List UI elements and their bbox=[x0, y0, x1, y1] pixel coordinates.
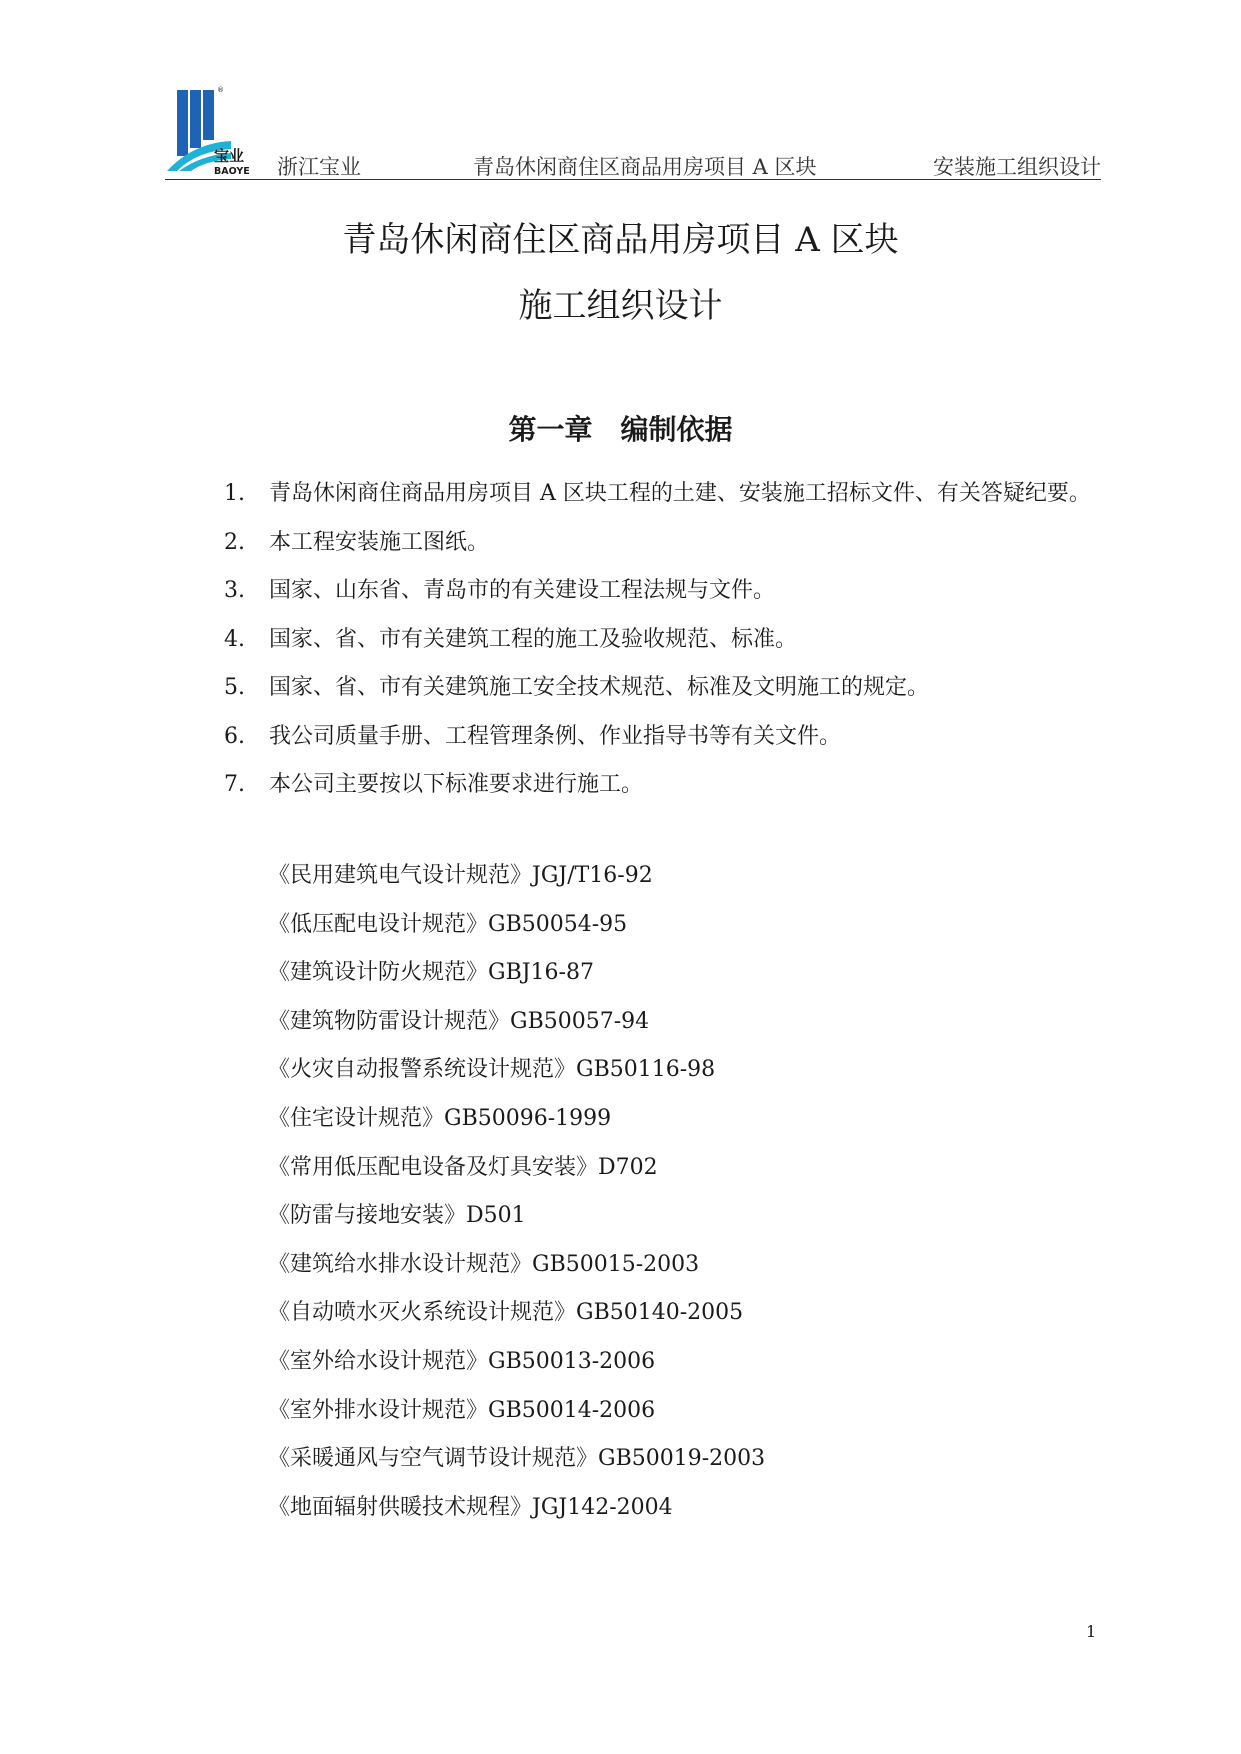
standard-item: 《民用建筑电气设计规范》JGJ/T16-92 bbox=[268, 863, 653, 888]
item-number: 4. bbox=[224, 626, 245, 652]
standard-item: 《地面辐射供暖技术规程》JGJ142-2004 bbox=[268, 1494, 673, 1520]
item-number: 3. bbox=[224, 578, 245, 603]
item-text: 本公司主要按以下标准要求进行施工。 bbox=[269, 772, 644, 797]
basis-list bbox=[224, 470, 1104, 810]
page-header bbox=[165, 85, 1101, 181]
baoye-logo bbox=[165, 85, 265, 176]
item-number: 1. bbox=[224, 481, 245, 506]
item-text: 国家、省、市有关建筑工程的施工及验收规范、标准。 bbox=[269, 626, 798, 652]
document-title-line2: 施工组织设计 bbox=[518, 286, 723, 326]
logo-text-en: BAOYE bbox=[214, 166, 250, 176]
list-item bbox=[224, 470, 1104, 519]
standard-item: 《住宅设计规范》GB50096-1999 bbox=[268, 1105, 612, 1131]
standard-item: 《常用低压配电设备及灯具安装》D702 bbox=[268, 1154, 658, 1180]
standard-item: 《防雷与接地安装》D501 bbox=[268, 1203, 526, 1229]
list-item bbox=[224, 713, 1104, 762]
item-number: 2. bbox=[224, 529, 245, 555]
standard-item: 《室外排水设计规范》GB50014-2006 bbox=[268, 1397, 656, 1423]
list-item bbox=[224, 567, 1104, 616]
standard-item: 《室外给水设计规范》GB50013-2006 bbox=[268, 1348, 656, 1374]
header-company: 浙江宝业 bbox=[277, 155, 361, 179]
item-number: 7. bbox=[224, 772, 245, 797]
list-item bbox=[224, 519, 1104, 568]
standard-item: 《建筑物防雷设计规范》GB50057-94 bbox=[268, 1008, 650, 1034]
chapter-heading: 第一章 编制依据 bbox=[508, 413, 733, 446]
item-text: 本工程安装施工图纸。 bbox=[269, 529, 490, 555]
header-divider bbox=[165, 179, 1101, 180]
list-item bbox=[224, 761, 1104, 810]
document-title-line1: 青岛休闲商住区商品用房项目 A 区块 bbox=[342, 220, 899, 260]
standard-item: 《自动喷水灭火系统设计规范》GB50140-2005 bbox=[268, 1300, 744, 1326]
logo-text-cn: 宝业 bbox=[214, 147, 245, 165]
header-project: 青岛休闲商住区商品用房项目 A 区块 bbox=[473, 155, 817, 179]
standard-item: 《火灾自动报警系统设计规范》GB50116-98 bbox=[268, 1057, 716, 1083]
list-item bbox=[224, 664, 1104, 713]
standard-item: 《低压配电设计规范》GB50054-95 bbox=[268, 911, 628, 937]
list-item bbox=[224, 616, 1104, 665]
item-text: 国家、山东省、青岛市的有关建设工程法规与文件。 bbox=[269, 578, 776, 603]
standards-list bbox=[268, 852, 765, 1532]
item-number: 6. bbox=[224, 723, 245, 749]
standard-item: 《建筑给水排水设计规范》GB50015-2003 bbox=[268, 1251, 700, 1277]
standard-item: 《建筑设计防火规范》GBJ16-87 bbox=[268, 960, 594, 986]
page-number: 1 bbox=[1086, 1622, 1097, 1641]
item-text: 我公司质量手册、工程管理条例、作业指导书等有关文件。 bbox=[269, 723, 842, 749]
item-text: 国家、省、市有关建筑施工安全技术规范、标准及文明施工的规定。 bbox=[269, 675, 930, 700]
item-text: 青岛休闲商住商品用房项目 A 区块工程的土建、安装施工招标文件、有关答疑纪要。 bbox=[269, 481, 1091, 506]
item-number: 5. bbox=[224, 675, 245, 700]
header-doc-type: 安装施工组织设计 bbox=[933, 155, 1101, 179]
standard-item: 《采暖通风与空气调节设计规范》GB50019-2003 bbox=[268, 1446, 766, 1472]
registered-mark: ® bbox=[217, 86, 224, 94]
